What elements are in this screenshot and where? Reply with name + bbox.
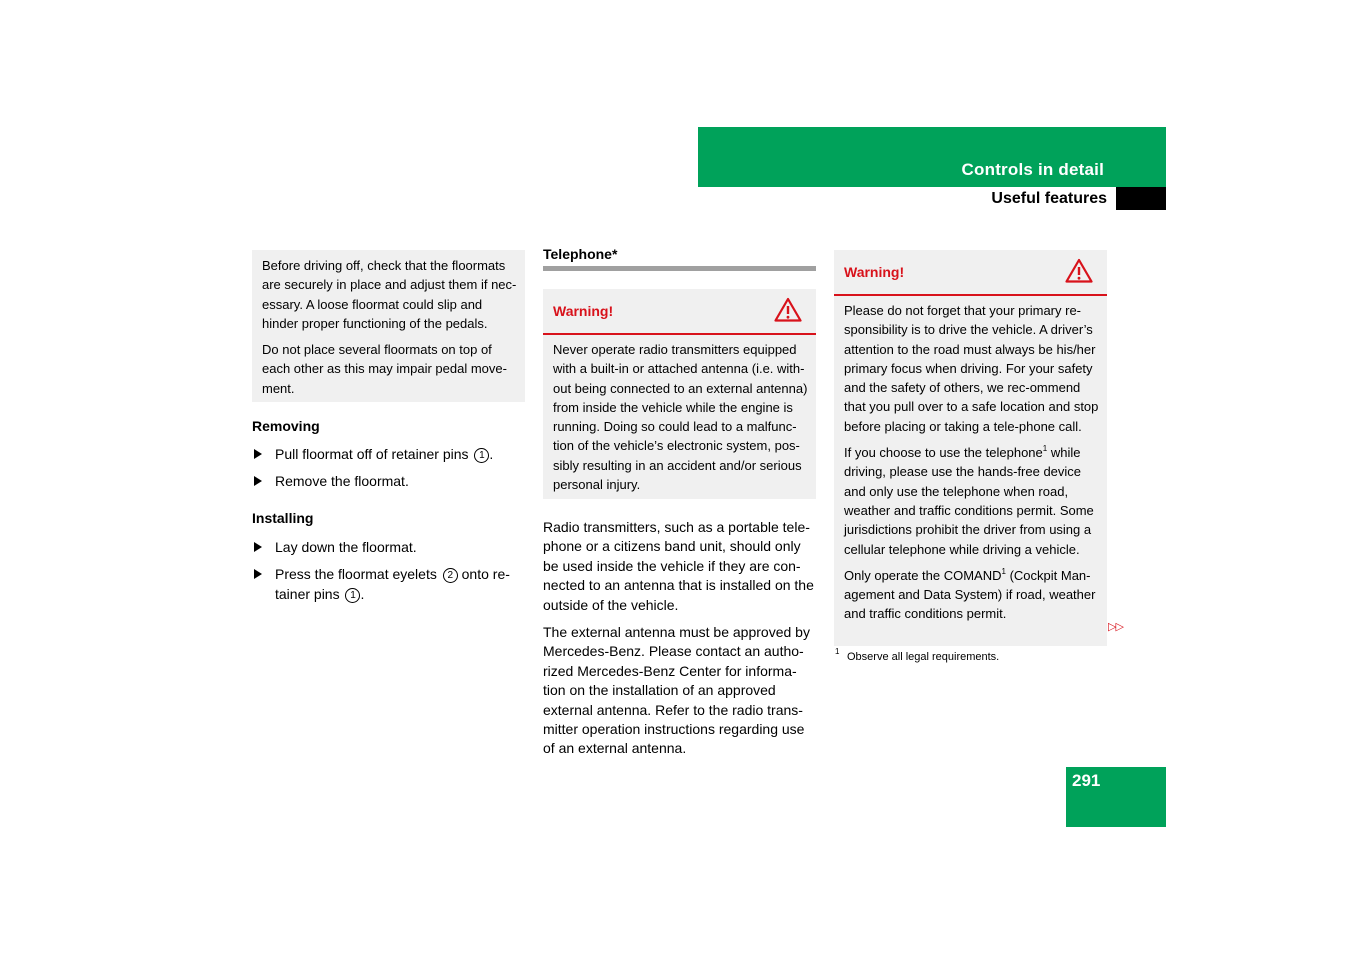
- ref-number-1: 1: [474, 448, 489, 463]
- footnote-ref: 1: [1001, 566, 1006, 576]
- ref-number-2: 2: [443, 568, 458, 583]
- removing-step-2: [275, 472, 525, 492]
- step-end: .: [489, 446, 494, 462]
- step-text: Remove the floormat.: [275, 473, 409, 489]
- warning-paragraph: [844, 443, 1099, 559]
- footnote-text: Observe all legal requirements.: [847, 651, 1000, 663]
- heading-rule: [543, 266, 816, 271]
- warning-body: [834, 296, 1107, 624]
- body-paragraph: The external antenna must be approved by Mercedes-Benz. Please contact an autho-rized Mercedes-Benz Center for informa-tion on the installation of an approved external antenna. Refer to the radio trans-mitter operation instructions regarding use of an external antenna.: [543, 624, 810, 757]
- header-bar: [698, 127, 1166, 187]
- text: while driving, please use the hands-free device and only use the telephone when road, weather and traffic conditions permit. Some jurisdictions prohibit the driver from using a cellular telephone while driving a vehicle.: [844, 445, 1094, 557]
- arrow-bullet-icon: [254, 542, 262, 552]
- footnote-ref: 1: [1042, 444, 1048, 454]
- removing-step-1: [275, 445, 525, 465]
- warning-triangle-icon: [1065, 258, 1093, 283]
- arrow-bullet-icon: [254, 476, 262, 486]
- body-paragraph: Radio transmitters, such as a portable tele-phone or a citizens band unit, should only be used inside the vehicle if they are con-nected to an antenna that is installed on the outside of the vehicle.: [543, 519, 814, 613]
- step-text: Press the floormat eyelets: [275, 566, 437, 582]
- warning-label: Warning!: [844, 264, 905, 280]
- warning-box-driving: [834, 250, 1107, 646]
- step-text: Pull floormat off of retainer pins: [275, 446, 469, 462]
- warning-text: Never operate radio transmitters equipped with a built-in or attached antenna (i.e. with-out being connected to an external antenna) from inside the vehicle while the engine is running. Doing so could lead to a malfunc-tion of the vehicle’s electronic system, pos-sibly resulting in an accident and/or serious personal injury.: [553, 342, 808, 493]
- text: Only operate the COMAND: [844, 567, 1002, 583]
- step-text: onto re-tainer pins: [275, 566, 510, 602]
- note-paragraph: Do not place several floormats on top of each other as this may impair pedal move-ment.: [262, 342, 507, 396]
- warning-paragraph: Please do not forget that your primary re-sponsibility is to drive the vehicle. A driver’s attention to the road must always be his/her primary focus when driving. For your safety and the safety of others, we rec-ommend that you pull over to a safe location and stop before placing or taking a tele-phone call.: [844, 303, 1099, 434]
- installing-heading: Installing: [252, 510, 314, 526]
- footnote-number: 1: [835, 647, 840, 656]
- warning-header: [834, 250, 1107, 296]
- arrow-bullet-icon: [254, 569, 262, 579]
- page-number-box: [1066, 767, 1166, 827]
- installing-step-1: [275, 538, 525, 558]
- floormat-note-box: [252, 250, 525, 402]
- arrow-bullet-icon: [254, 449, 262, 459]
- continue-arrows-icon: ▷▷: [1108, 621, 1123, 633]
- section-title: Useful features: [991, 190, 1107, 207]
- warning-header: [543, 289, 816, 335]
- ref-number-1: 1: [345, 588, 360, 603]
- warning-label: Warning!: [553, 303, 614, 319]
- telephone-body: [543, 518, 819, 767]
- warning-triangle-icon: [774, 297, 802, 322]
- step-end: .: [360, 585, 365, 602]
- warning-body: [543, 335, 816, 494]
- warning-paragraph: [844, 566, 1099, 624]
- text: (Cockpit Man-agement and Data System) if road, weather and traffic conditions permit.: [844, 567, 1096, 622]
- step-text: Lay down the floormat.: [275, 539, 417, 555]
- chapter-title: Controls in detail: [961, 160, 1104, 179]
- page-number: 291: [1072, 771, 1101, 790]
- telephone-heading: Telephone*: [543, 246, 618, 262]
- removing-heading: Removing: [252, 418, 320, 434]
- note-paragraph: Before driving off, check that the floormats are securely in place and adjust them if nec-essary. A loose floormat could slip and hinder proper functioning of the pedals.: [262, 258, 517, 331]
- installing-step-2: [275, 565, 525, 604]
- warning-box-radio: [543, 289, 816, 499]
- section-tab: [1116, 187, 1166, 210]
- text: If you choose to use the telephone: [844, 445, 1043, 461]
